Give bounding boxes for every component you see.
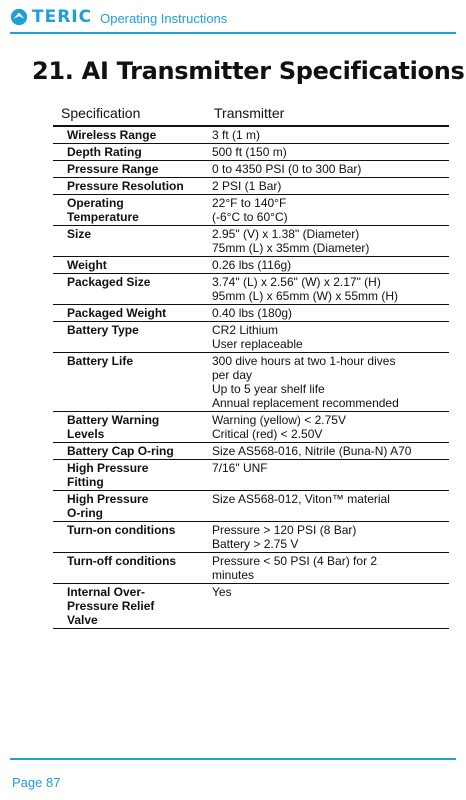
spec-label-line: Pressure Range — [67, 162, 159, 176]
spec-value — [206, 126, 449, 144]
spec-table — [53, 103, 449, 629]
table-row — [53, 553, 449, 584]
spec-value — [206, 443, 449, 460]
spec-label-line: Fitting — [67, 475, 104, 489]
spec-label-line: Operating — [67, 196, 124, 210]
spec-label-line: Packaged Weight — [67, 306, 167, 320]
page-title: 21. AI Transmitter Specifications — [32, 57, 465, 85]
spec-value — [206, 161, 449, 178]
spec-label-line: Battery Warning — [67, 413, 160, 427]
spec-label-line: Depth Rating — [67, 145, 142, 159]
spec-value-line: Size AS568-012, Viton™ material — [212, 492, 390, 506]
spec-value — [206, 553, 449, 584]
spec-value-line: 75mm (L) x 35mm (Diameter) — [212, 241, 370, 255]
spec-value-line: 300 dive hours at two 1-hour dives — [212, 354, 396, 368]
spec-value-line: Battery > 2.75 V — [212, 537, 299, 551]
header-section-title: Operating Instructions — [100, 10, 228, 26]
spec-value-line: Up to 5 year shelf life — [212, 382, 325, 396]
spec-value — [206, 257, 449, 274]
header-divider — [10, 32, 456, 34]
spec-table-body — [53, 126, 449, 629]
spec-value-line: 2.95" (V) x 1.38" (Diameter) — [212, 227, 360, 241]
table-row — [53, 257, 449, 274]
spec-label-line: Battery Cap O-ring — [67, 444, 174, 458]
spec-label-line: Battery Type — [67, 323, 139, 337]
spec-label-line: O-ring — [67, 506, 103, 520]
spec-value — [206, 226, 449, 257]
spec-value-line: 500 ft (150 m) — [212, 145, 287, 159]
spec-value — [206, 178, 449, 195]
spec-label-line: Pressure Resolution — [67, 179, 184, 193]
spec-value-line: 3 ft (1 m) — [212, 128, 261, 142]
spec-label — [53, 226, 206, 257]
spec-value-line: 7/16" UNF — [212, 461, 268, 475]
teric-logo-icon — [10, 8, 28, 26]
spec-value-line: minutes — [212, 568, 255, 582]
spec-value-line: 22°F to 140°F — [212, 196, 287, 210]
spec-value-line: 0 to 4350 PSI (0 to 300 Bar) — [212, 162, 362, 176]
spec-value-line: 3.74" (L) x 2.56" (W) x 2.17" (H) — [212, 275, 381, 289]
table-row — [53, 144, 449, 161]
spec-label — [53, 322, 206, 353]
spec-label-line: Turn-on conditions — [67, 523, 176, 537]
table-row — [53, 226, 449, 257]
page-header — [0, 0, 466, 38]
table-row — [53, 443, 449, 460]
spec-label-line: Valve — [67, 613, 98, 627]
spec-value-line: Pressure > 120 PSI (8 Bar) — [212, 523, 357, 537]
spec-value-line: Size AS568-016, Nitrile (Buna-N) A70 — [212, 444, 412, 458]
spec-label — [53, 412, 206, 443]
spec-label — [53, 161, 206, 178]
spec-label-line: Size — [67, 227, 92, 241]
spec-table-header — [53, 103, 449, 126]
spec-label-line: Levels — [67, 427, 105, 441]
spec-label-line: Weight — [67, 258, 107, 272]
table-row — [53, 460, 449, 491]
spec-label — [53, 257, 206, 274]
spec-value-line: Pressure < 50 PSI (4 Bar) for 2 — [212, 554, 378, 568]
spec-label — [53, 443, 206, 460]
spec-label — [53, 584, 206, 629]
spec-label — [53, 460, 206, 491]
table-row — [53, 584, 449, 629]
spec-value-line: Critical (red) < 2.50V — [212, 427, 323, 441]
spec-label — [53, 274, 206, 305]
spec-label — [53, 522, 206, 553]
page-number: Page 87 — [12, 775, 61, 790]
spec-value — [206, 353, 449, 412]
spec-value-line: User replaceable — [212, 337, 303, 351]
spec-label-line: High Pressure — [67, 461, 149, 475]
spec-value — [206, 460, 449, 491]
table-row — [53, 178, 449, 195]
table-row — [53, 161, 449, 178]
spec-label — [53, 195, 206, 226]
spec-value-line: (-6°C to 60°C) — [212, 210, 288, 224]
spec-value-line: Yes — [212, 585, 232, 599]
table-row — [53, 322, 449, 353]
spec-label-line: Battery Life — [67, 354, 134, 368]
spec-value — [206, 274, 449, 305]
spec-value — [206, 584, 449, 629]
spec-label-line: High Pressure — [67, 492, 149, 506]
column-header-transmitter: Transmitter — [206, 103, 449, 126]
table-row — [53, 126, 449, 144]
spec-value-line: Warning (yellow) < 2.75V — [212, 413, 346, 427]
spec-value-line: 0.26 lbs (116g) — [212, 258, 292, 272]
spec-label — [53, 553, 206, 584]
spec-label — [53, 178, 206, 195]
spec-value-line: Annual replacement recommended — [212, 396, 399, 410]
spec-label — [53, 491, 206, 522]
column-header-specification: Specification — [53, 103, 206, 126]
spec-value — [206, 305, 449, 322]
table-row — [53, 305, 449, 322]
teric-logo — [10, 7, 227, 27]
spec-label-line: Turn-off conditions — [67, 554, 177, 568]
spec-value-line: CR2 Lithium — [212, 323, 279, 337]
spec-value-line: 95mm (L) x 65mm (W) x 55mm (H) — [212, 289, 398, 303]
spec-value-line: 2 PSI (1 Bar) — [212, 179, 282, 193]
spec-label — [53, 353, 206, 412]
table-row — [53, 195, 449, 226]
table-row — [53, 353, 449, 412]
spec-label — [53, 144, 206, 161]
spec-label — [53, 305, 206, 322]
table-row — [53, 274, 449, 305]
spec-value-line: 0.40 lbs (180g) — [212, 306, 293, 320]
spec-label-line: Wireless Range — [67, 128, 157, 142]
table-row — [53, 412, 449, 443]
footer-divider — [10, 758, 456, 760]
table-row — [53, 491, 449, 522]
spec-value — [206, 144, 449, 161]
spec-label-line: Packaged Size — [67, 275, 151, 289]
spec-label-line: Pressure Relief — [67, 599, 155, 613]
table-row — [53, 522, 449, 553]
spec-value — [206, 522, 449, 553]
spec-label-line: Temperature — [67, 210, 139, 224]
spec-value — [206, 322, 449, 353]
spec-value — [206, 195, 449, 226]
spec-value — [206, 412, 449, 443]
spec-value-line: per day — [212, 368, 253, 382]
spec-value — [206, 491, 449, 522]
brand-name: TERIC — [32, 7, 93, 27]
spec-label — [53, 126, 206, 144]
spec-label-line: Internal Over- — [67, 585, 146, 599]
